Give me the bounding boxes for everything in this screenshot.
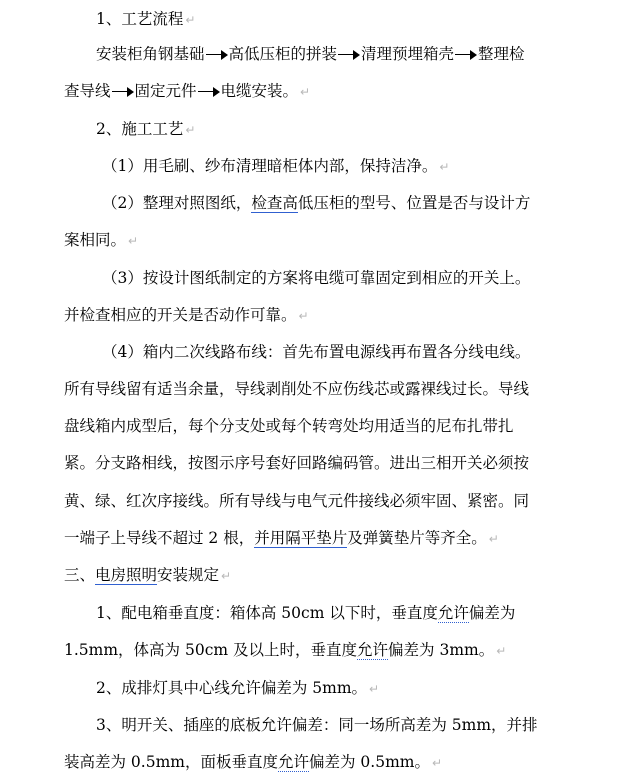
arrow-right-icon: [198, 87, 220, 97]
paragraph-mark: ↵: [185, 123, 196, 137]
paragraph-mark: ↵: [128, 234, 139, 248]
paragraph-mark: ↵: [488, 532, 499, 546]
paragraph-mark: ↵: [439, 160, 450, 174]
heading-lighting-rules: 三、电房照明安装规定 ↵: [64, 566, 232, 584]
process-step-4-cont-4: 黄、绿、红次序接线。所有导线与电气元件接线必须牢固、紧密。同: [64, 492, 530, 510]
paragraph-mark: ↵: [369, 682, 380, 696]
process-step-4-cont-2: 盘线箱内成型后，每个分支处或每个转弯处均用适当的尼布扎带扎: [64, 417, 514, 435]
arrow-right-icon: [338, 50, 360, 60]
arrow-right-icon: [206, 50, 228, 60]
process-step-2: （2）整理对照图纸，检查高低压柜的型号、位置是否与设计方: [102, 194, 531, 212]
rule-2: 2、成排灯具中心线允许偏差为 5mm。 ↵: [96, 679, 380, 697]
rule-1-cont: 1.5mm，体高为 50cm 及以上时，垂直度允许偏差为 3mm。 ↵: [64, 641, 507, 659]
process-step-4-cont-3: 紧。分支路相线，按图示序号套好回路编码管。进出三相开关必须按: [64, 454, 530, 472]
paragraph-mark: ↵: [185, 13, 196, 27]
process-step-4: （4）箱内二次线路布线：首先布置电源线再布置各分线电线。: [102, 343, 531, 361]
paragraph-mark: ↵: [431, 756, 443, 770]
rule-1: 1、配电箱垂直度：箱体高 50cm 以下时，垂直度允许偏差为: [96, 604, 516, 622]
process-step-4-cont-1: 所有导线留有适当余量，导线剥削处不应伤线芯或露裸线过长。导线: [64, 380, 530, 398]
paragraph-mark: ↵: [298, 309, 309, 323]
arrow-right-icon: [455, 50, 477, 60]
process-step-3-cont: 并检查相应的开关是否动作可靠。 ↵: [64, 306, 309, 324]
process-step-4-cont-5: 一端子上导线不超过 2 根，并用隔平垫片及弹簧垫片等齐全。 ↵: [64, 529, 499, 547]
heading-construction-process: 2、施工工艺 ↵: [96, 120, 196, 138]
paragraph-mark: ↵: [221, 569, 232, 583]
rule-3-cont: 装高差为 0.5mm，面板垂直度允许偏差为 0.5mm。 ↵: [64, 753, 443, 771]
process-step-1: （1）用毛刷、纱布清理暗柜体内部，保持洁净。 ↵: [102, 157, 450, 175]
arrow-right-icon: [112, 87, 134, 97]
paragraph-mark: ↵: [300, 85, 311, 99]
process-step-2-cont: 案相同。 ↵: [64, 231, 139, 249]
heading-process-flow: 1、工艺流程 ↵: [96, 10, 196, 28]
paragraph-mark: ↵: [496, 644, 507, 658]
process-flow-line-1: 安装柜角钢基础 高低压柜的拼装 清理预埋箱壳 整理检: [96, 45, 525, 63]
rule-3: 3、明开关、插座的底板允许偏差：同一场所高差为 5mm，并排: [96, 716, 538, 734]
process-flow-line-2: 查导线 固定元件 电缆安装。 ↵: [64, 82, 311, 100]
process-step-3: （3）按设计图纸制定的方案将电缆可靠固定到相应的开关上。: [102, 269, 531, 287]
